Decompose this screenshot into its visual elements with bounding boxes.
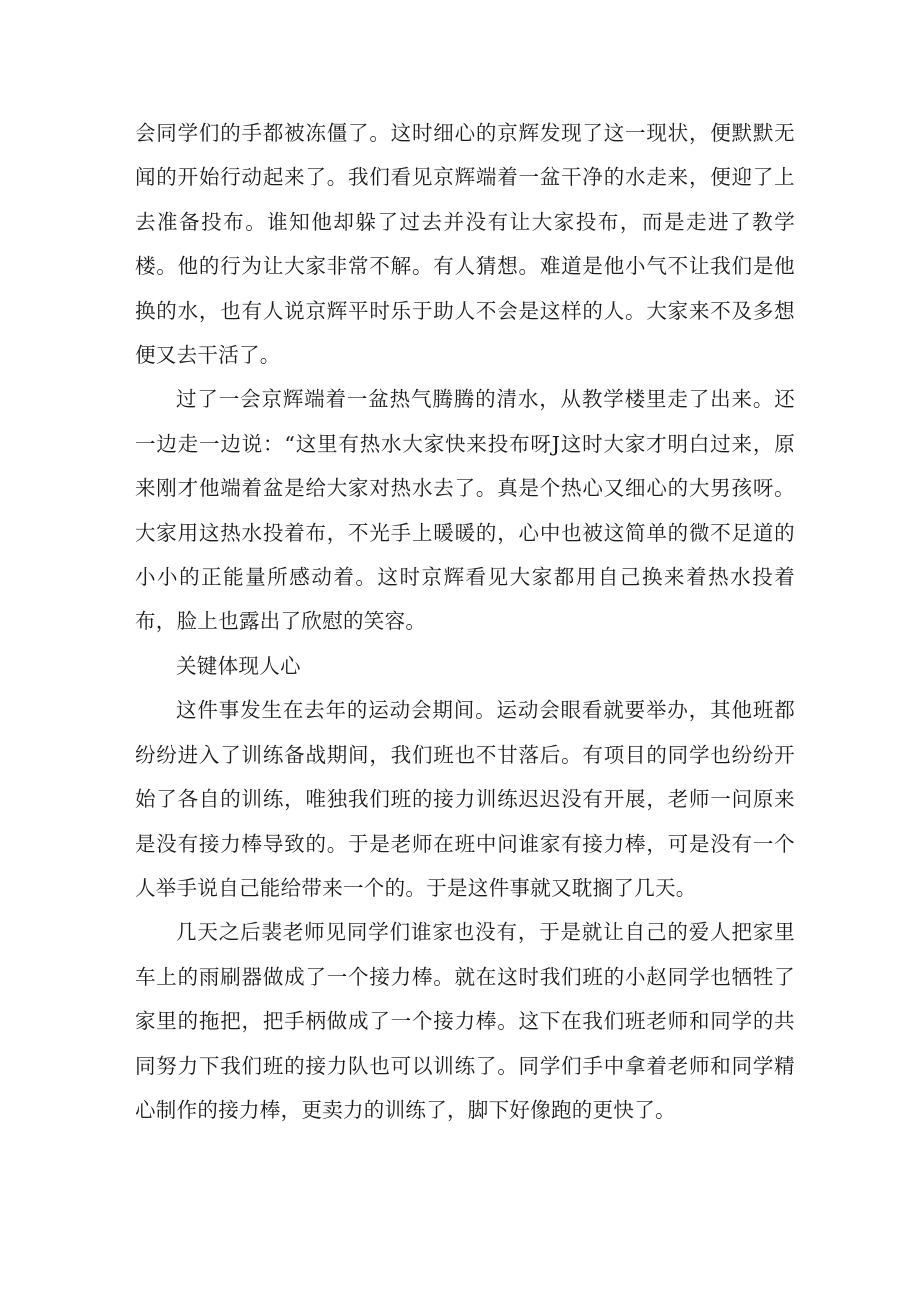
paragraph: 过了一会京辉端着一盆热气腾腾的清水，从教学楼里走了出来。还一边走一边说：“这里有热水大家快来投布呀J这时大家才明白过来，原来刚才他端着盆是给大家对热水去了。真是个热心又细心的大男孩呀。大家用这热水投着布，不光手上暖暖的，心中也被这简单的微不足道的小小的正能量所感动着。这时京辉看见大家都用自己换来着热水投着布，脸上也露出了欣慰的笑容。 xyxy=(135,387,795,634)
section-heading: 关键体现人心 xyxy=(176,653,301,678)
document-body xyxy=(135,111,795,1132)
paragraph: 会同学们的手都被冻僵了。这时细心的京辉发现了这一现状，便默默无闻的开始行动起来了。我们看见京辉端着一盆干净的水走来，便迎了上去准备投布。谁知他却躲了过去并没有让大家投布，而是走进了教学楼。他的行为让大家非常不解。有人猜想。难道是他小气不让我们是他换的水，也有人说京辉平时乐于助人不会是这样的人。大家来不及多想便又去干活了。 xyxy=(135,121,795,368)
paragraph: 这件事发生在去年的运动会期间。运动会眼看就要举办，其他班都纷纷进入了训练备战期间，我们班也不甘落后。有项目的同学也纷纷开始了各自的训练，唯独我们班的接力训练迟迟没有开展，老师一问原来是没有接力棒导致的。于是老师在班中问谁家有接力棒，可是没有一个人举手说自己能给带来一个的。于是这件事就又耽搁了几天。 xyxy=(135,698,795,900)
paragraph: 几天之后裴老师见同学们谁家也没有，于是就让自己的爱人把家里车上的雨刷器做成了一个接力棒。就在这时我们班的小赵同学也牺牲了家里的拖把，把手柄做成了一个接力棒。这下在我们班老师和同学的共同努力下我们班的接力队也可以训练了。同学们手中拿着老师和同学精心制作的接力棒，更卖力的训练了，脚下好像跑的更快了。 xyxy=(135,920,795,1122)
